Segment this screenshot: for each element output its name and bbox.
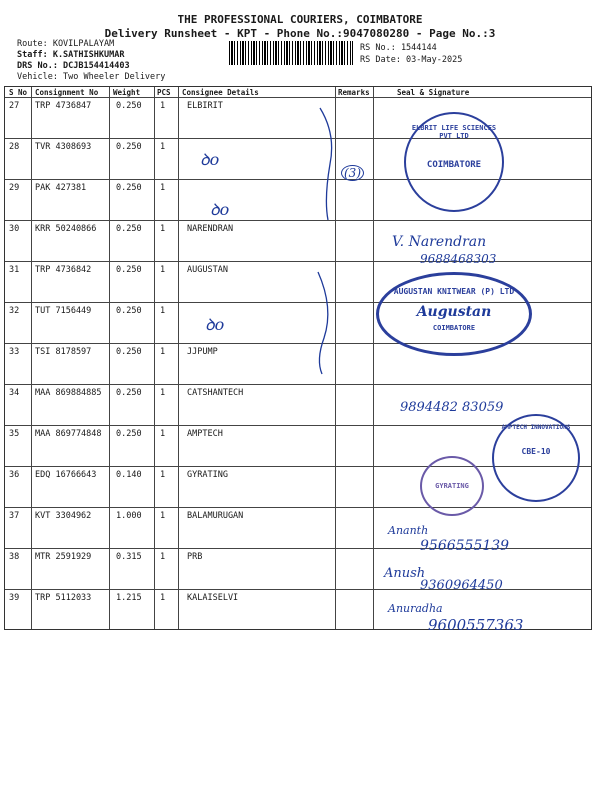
- col-remarks: Remarks: [338, 88, 370, 97]
- cell-consignment: EDQ 16766643: [35, 470, 97, 480]
- cell-pcs: 1: [160, 388, 166, 398]
- cell-consignee: AMPTECH: [187, 429, 223, 439]
- cell-pcs: 1: [160, 142, 166, 152]
- cell-sno: 28: [9, 142, 20, 152]
- cell-sno: 30: [9, 224, 20, 234]
- cell-pcs: 1: [160, 470, 166, 480]
- cell-weight: 0.250: [116, 142, 142, 152]
- cell-sno: 33: [9, 347, 20, 357]
- cell-sno: 36: [9, 470, 20, 480]
- table-row: [5, 343, 591, 387]
- cell-weight: 0.250: [116, 224, 142, 234]
- cell-sno: 37: [9, 511, 20, 521]
- cell-weight: 1.215: [116, 593, 142, 603]
- col-seal: Seal & Signature: [397, 88, 470, 97]
- cell-pcs: 1: [160, 183, 166, 193]
- cell-pcs: 1: [160, 511, 166, 521]
- augustan-seal: AUGUSTAN KNITWEAR (P) LTD Augustan COIMBATORE: [376, 272, 532, 356]
- cell-consignee: CATSHANTECH: [187, 388, 244, 398]
- cell-weight: 0.250: [116, 101, 142, 111]
- remark-bracket-mid: [312, 268, 338, 378]
- cell-pcs: 1: [160, 306, 166, 316]
- cell-consignment: KRR 50240866: [35, 224, 97, 234]
- cell-consignment: TSI 8178597: [35, 347, 92, 357]
- cell-weight: 0.250: [116, 306, 142, 316]
- cell-consignee: ELBIRIT: [187, 101, 223, 111]
- cell-weight: 1.000: [116, 511, 142, 521]
- col-pcs: PCS: [157, 88, 171, 97]
- cell-consignee: PRB: [187, 552, 203, 562]
- vehicle-label: Vehicle: Two Wheeler Delivery: [17, 72, 166, 82]
- cell-consignee: AUGUSTAN: [187, 265, 228, 275]
- signature-28: ꝺo: [200, 150, 220, 169]
- cell-consignment: TUT 7156449: [35, 306, 92, 316]
- handwriting-37-name: Ananth: [388, 524, 429, 537]
- cell-pcs: 1: [160, 224, 166, 234]
- handwriting-37-phone: 9566555139: [420, 538, 510, 554]
- cell-weight: 0.315: [116, 552, 142, 562]
- cell-sno: 29: [9, 183, 20, 193]
- cell-consignment: MTR 2591929: [35, 552, 92, 562]
- drs-label: DRS No.: DCJB154414403: [17, 61, 130, 71]
- cell-pcs: 1: [160, 265, 166, 275]
- cell-weight: 0.250: [116, 388, 142, 398]
- col-consignment: Consignment No: [35, 88, 99, 97]
- cell-sno: 39: [9, 593, 20, 603]
- col-sno: S No: [9, 88, 28, 97]
- rs-date: RS Date: 03-May-2025: [360, 55, 463, 65]
- signature-29: ꝺo: [210, 200, 230, 219]
- signature-32: ꝺo: [205, 315, 225, 334]
- cell-consignee: JJPUMP: [187, 347, 218, 357]
- cell-consignment: TRP 4736847: [35, 101, 92, 111]
- handwriting-39-name: Anuradha: [388, 602, 443, 615]
- table-row: [5, 548, 591, 592]
- cell-pcs: 1: [160, 347, 166, 357]
- cell-weight: 0.250: [116, 183, 142, 193]
- handwriting-39-phone: 9600557363: [428, 616, 524, 634]
- handwriting-38-phone: 9360964450: [420, 578, 503, 593]
- remark-tick: (3): [341, 165, 364, 181]
- col-consignee: Consignee Details: [182, 88, 259, 97]
- cell-weight: 0.250: [116, 347, 142, 357]
- barcode-image: [229, 41, 353, 65]
- handwriting-30-name: V. Narendran: [392, 234, 487, 250]
- cell-consignment: KVT 3304962: [35, 511, 92, 521]
- amptech-seal: AMPTECH INNOVATIONS CBE-10: [492, 414, 580, 502]
- cell-consignee: NARENDRAN: [187, 224, 234, 234]
- cell-weight: 0.250: [116, 429, 142, 439]
- table-row: [5, 97, 591, 141]
- cell-sno: 35: [9, 429, 20, 439]
- table-row: [5, 179, 591, 223]
- cell-consignment: TRP 4736842: [35, 265, 92, 275]
- handwriting-34-phone: 9894482 83059: [400, 400, 504, 415]
- route-label: Route: KOVILPALAYAM: [17, 39, 115, 49]
- company-title: THE PROFESSIONAL COURIERS, COIMBATORE: [177, 13, 423, 26]
- cell-consignment: MAA 869884885: [35, 388, 102, 398]
- cell-pcs: 1: [160, 593, 166, 603]
- cell-pcs: 1: [160, 429, 166, 439]
- cell-consignment: TRP 5112033: [35, 593, 92, 603]
- cell-pcs: 1: [160, 101, 166, 111]
- cell-sno: 38: [9, 552, 20, 562]
- col-weight: Weight: [113, 88, 141, 97]
- cell-sno: 32: [9, 306, 20, 316]
- handwriting-38-name: Anush: [384, 566, 426, 581]
- cell-weight: 0.140: [116, 470, 142, 480]
- cell-sno: 27: [9, 101, 20, 111]
- runsheet-subtitle: Delivery Runsheet - KPT - Phone No.:9047080280 - Page No.:3: [104, 27, 496, 40]
- handwriting-30-phone: 9688468303: [420, 252, 497, 266]
- gyrating-seal: GYRATING: [420, 456, 484, 516]
- cell-consignment: TVR 4308693: [35, 142, 92, 152]
- remark-bracket-top: [316, 104, 340, 224]
- staff-label: Staff: K.SATHISHKUMAR: [17, 50, 125, 60]
- cell-consignee: KALAISELVI: [187, 593, 239, 603]
- table-row: [5, 220, 591, 264]
- cell-consignee: BALAMURUGAN: [187, 511, 244, 521]
- cell-consignment: MAA 869774848: [35, 429, 102, 439]
- cell-weight: 0.250: [116, 265, 142, 275]
- rs-number: RS No.: 1544144: [360, 43, 437, 53]
- cell-sno: 31: [9, 265, 20, 275]
- cell-consignee: GYRATING: [187, 470, 228, 480]
- cell-sno: 34: [9, 388, 20, 398]
- cell-consignment: PAK 427381: [35, 183, 87, 193]
- cell-pcs: 1: [160, 552, 166, 562]
- elbirit-seal: ELBRIT LIFE SCIENCES PVT LTD COIMBATORE: [404, 112, 504, 212]
